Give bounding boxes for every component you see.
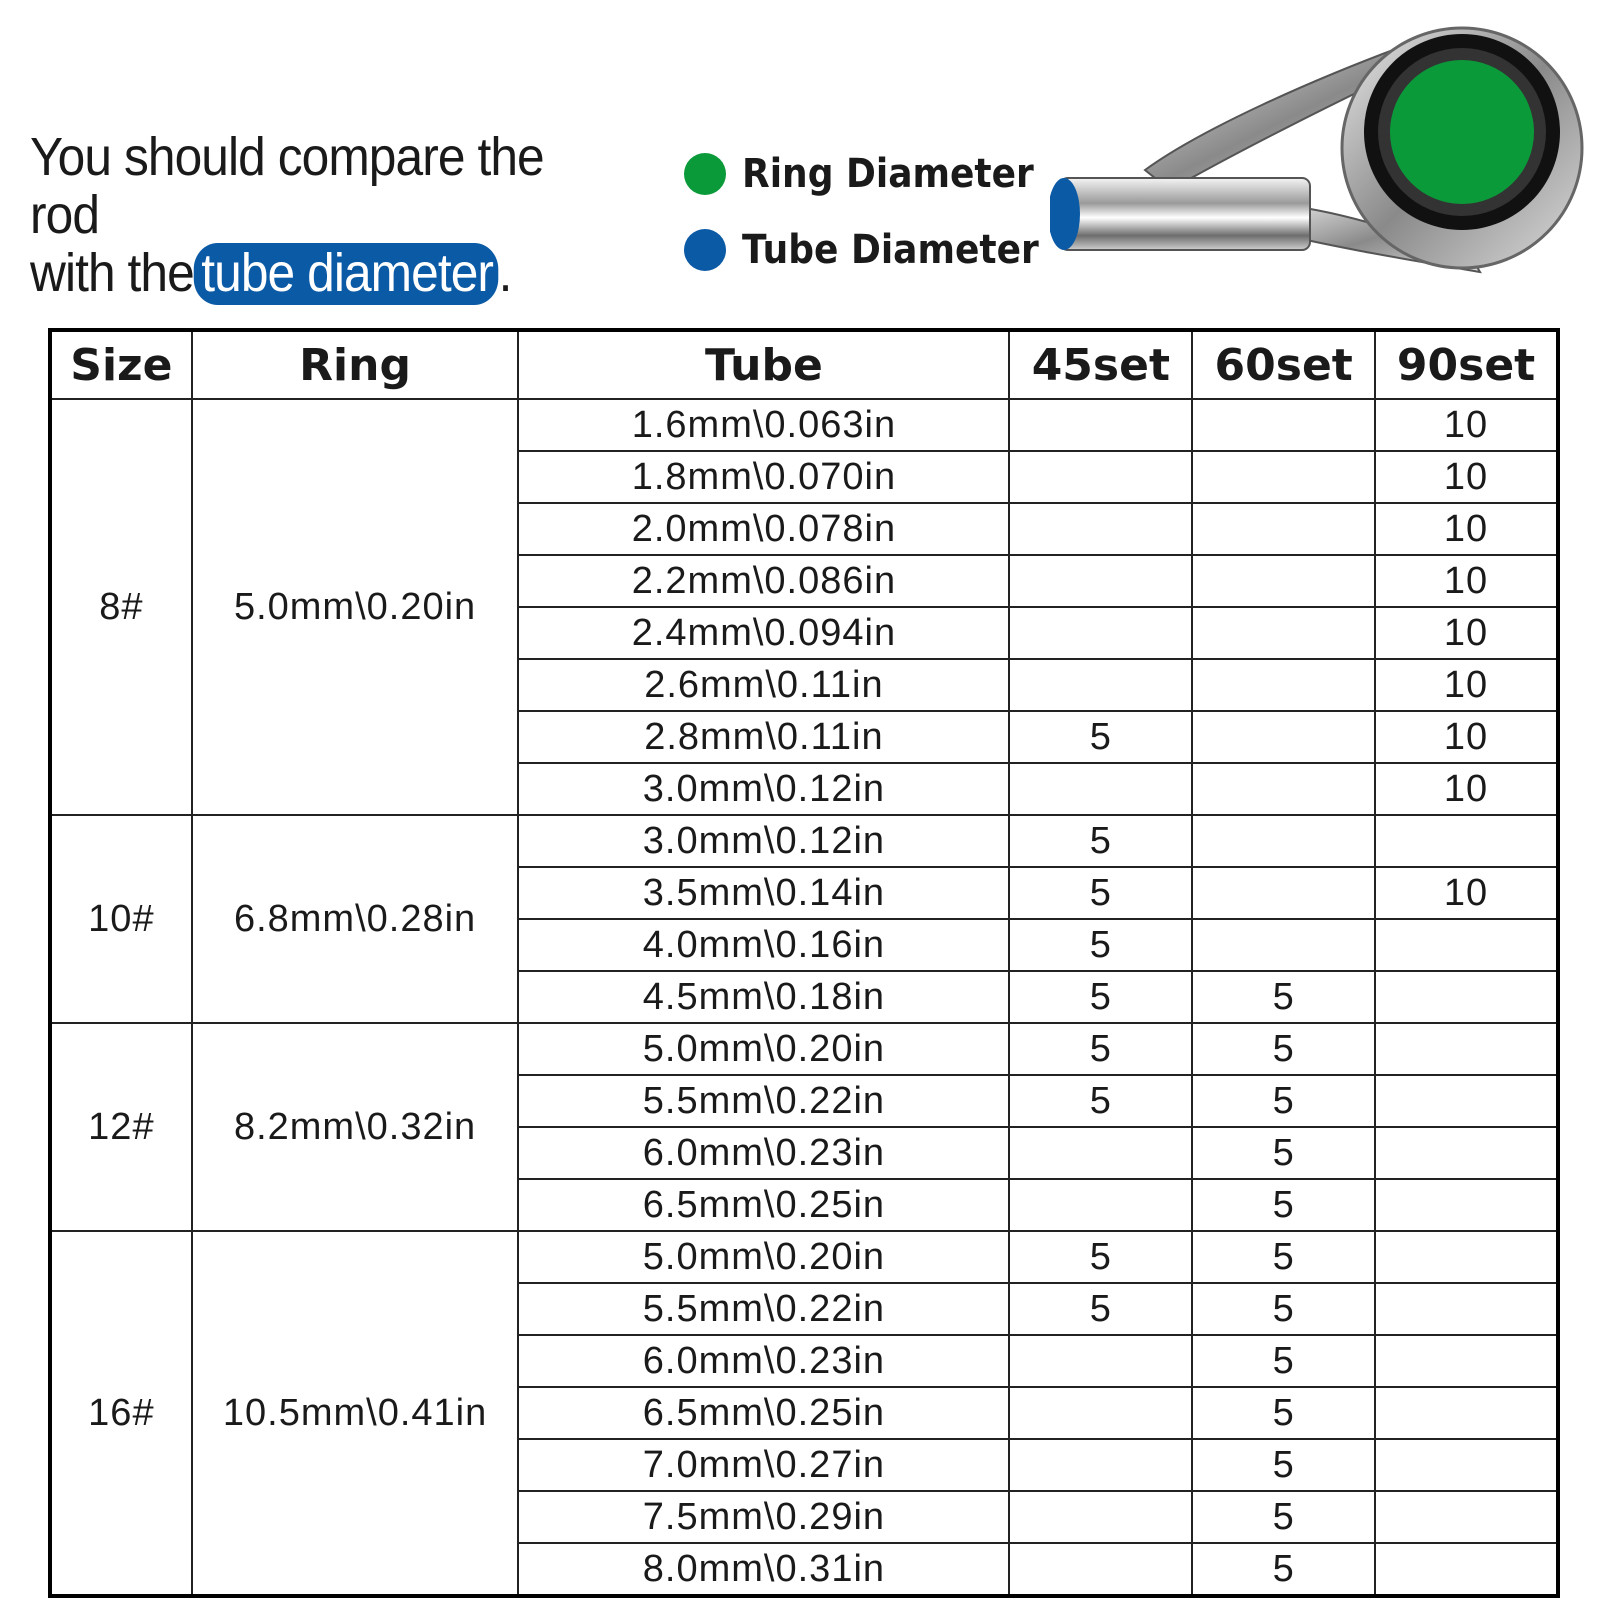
set90-cell: [1375, 1283, 1558, 1335]
set90-cell: 10: [1375, 763, 1558, 815]
set45-cell: 5: [1009, 1283, 1192, 1335]
tube-cell: 2.4mm\0.094in: [518, 607, 1009, 659]
set45-cell: [1009, 1387, 1192, 1439]
set60-cell: 5: [1192, 1543, 1375, 1596]
set90-cell: [1375, 919, 1558, 971]
tube-cell: 2.8mm\0.11in: [518, 711, 1009, 763]
size-table: [48, 328, 1560, 1598]
ring-cell: 5.0mm\0.20in: [192, 399, 519, 815]
set60-cell: [1192, 815, 1375, 867]
ring-cell: 10.5mm\0.41in: [192, 1231, 519, 1596]
tube-cell: 6.0mm\0.23in: [518, 1335, 1009, 1387]
intro-text: [30, 128, 619, 302]
tube-cell: 3.0mm\0.12in: [518, 763, 1009, 815]
tube-cell: 5.0mm\0.20in: [518, 1023, 1009, 1075]
tube-cell: 3.0mm\0.12in: [518, 815, 1009, 867]
set90-cell: [1375, 1075, 1558, 1127]
tube-cell: 6.5mm\0.25in: [518, 1179, 1009, 1231]
size-cell: 10#: [50, 815, 192, 1023]
header-90set: 90set: [1375, 330, 1558, 399]
set90-cell: [1375, 1335, 1558, 1387]
tube-cell: 4.5mm\0.18in: [518, 971, 1009, 1023]
set90-cell: 10: [1375, 399, 1558, 451]
size-cell: 16#: [50, 1231, 192, 1596]
set45-cell: 5: [1009, 971, 1192, 1023]
legend-item-ring: [684, 136, 1072, 212]
tube-cell: 1.8mm\0.070in: [518, 451, 1009, 503]
set60-cell: [1192, 711, 1375, 763]
set90-cell: [1375, 1491, 1558, 1543]
set45-cell: [1009, 451, 1192, 503]
set90-cell: 10: [1375, 451, 1558, 503]
table-row: [50, 815, 1558, 867]
set45-cell: 5: [1009, 919, 1192, 971]
set60-cell: 5: [1192, 1439, 1375, 1491]
set45-cell: [1009, 555, 1192, 607]
header-tube: Tube: [518, 330, 1009, 399]
set60-cell: 5: [1192, 1283, 1375, 1335]
set45-cell: 5: [1009, 1231, 1192, 1283]
ring-cell: 6.8mm\0.28in: [192, 815, 519, 1023]
set45-cell: [1009, 763, 1192, 815]
set90-cell: [1375, 1439, 1558, 1491]
set45-cell: [1009, 1439, 1192, 1491]
intro-line-2: [30, 244, 619, 302]
set90-cell: 10: [1375, 867, 1558, 919]
set90-cell: [1375, 971, 1558, 1023]
set90-cell: 10: [1375, 711, 1558, 763]
set45-cell: [1009, 1335, 1192, 1387]
legend-label-tube: Tube Diameter: [742, 227, 1039, 273]
set90-cell: [1375, 1231, 1558, 1283]
table-body: [50, 399, 1558, 1596]
tube-cell: 6.5mm\0.25in: [518, 1387, 1009, 1439]
set60-cell: 5: [1192, 1179, 1375, 1231]
set45-cell: [1009, 607, 1192, 659]
tube-cell: 5.0mm\0.20in: [518, 1231, 1009, 1283]
set60-cell: [1192, 607, 1375, 659]
tube-cell: 3.5mm\0.14in: [518, 867, 1009, 919]
header-ring: Ring: [192, 330, 519, 399]
set60-cell: 5: [1192, 971, 1375, 1023]
set60-cell: [1192, 919, 1375, 971]
table-row: [50, 1231, 1558, 1283]
set90-cell: [1375, 1127, 1558, 1179]
set60-cell: [1192, 399, 1375, 451]
set60-cell: 5: [1192, 1387, 1375, 1439]
set60-cell: 5: [1192, 1075, 1375, 1127]
set90-cell: 10: [1375, 607, 1558, 659]
intro-suffix: .: [498, 243, 512, 303]
table-row: [50, 399, 1558, 451]
set60-cell: 5: [1192, 1491, 1375, 1543]
set90-cell: 10: [1375, 503, 1558, 555]
tube-cell: 2.2mm\0.086in: [518, 555, 1009, 607]
legend: [684, 136, 1072, 288]
set45-cell: 5: [1009, 1075, 1192, 1127]
set60-cell: [1192, 555, 1375, 607]
size-cell: 12#: [50, 1023, 192, 1231]
set45-cell: [1009, 1491, 1192, 1543]
tube-cell: 8.0mm\0.31in: [518, 1543, 1009, 1596]
set45-cell: 5: [1009, 711, 1192, 763]
tube-cell: 6.0mm\0.23in: [518, 1127, 1009, 1179]
set60-cell: [1192, 867, 1375, 919]
tube-cell: 7.0mm\0.27in: [518, 1439, 1009, 1491]
tube-cell: 2.6mm\0.11in: [518, 659, 1009, 711]
legend-label-ring: Ring Diameter: [742, 151, 1034, 197]
tube-cell: 7.5mm\0.29in: [518, 1491, 1009, 1543]
set60-cell: 5: [1192, 1127, 1375, 1179]
set45-cell: [1009, 1179, 1192, 1231]
tube-dot-icon: [684, 229, 726, 271]
set45-cell: [1009, 659, 1192, 711]
table-header-row: [50, 330, 1558, 399]
size-cell: 8#: [50, 399, 192, 815]
set90-cell: 10: [1375, 555, 1558, 607]
set90-cell: 10: [1375, 659, 1558, 711]
intro-line-1: You should compare the rod: [30, 127, 544, 245]
ring-insert-icon: [1390, 60, 1534, 204]
set60-cell: 5: [1192, 1335, 1375, 1387]
tube-cell: 5.5mm\0.22in: [518, 1283, 1009, 1335]
header-60set: 60set: [1192, 330, 1375, 399]
set60-cell: 5: [1192, 1231, 1375, 1283]
ring-cell: 8.2mm\0.32in: [192, 1023, 519, 1231]
set45-cell: 5: [1009, 815, 1192, 867]
set90-cell: [1375, 1543, 1558, 1596]
set90-cell: [1375, 815, 1558, 867]
tube-cell: 2.0mm\0.078in: [518, 503, 1009, 555]
rod-guide-illustration: [1050, 20, 1590, 300]
set45-cell: [1009, 1127, 1192, 1179]
set60-cell: 5: [1192, 1023, 1375, 1075]
set45-cell: [1009, 503, 1192, 555]
table-row: [50, 1023, 1558, 1075]
set90-cell: [1375, 1387, 1558, 1439]
set60-cell: [1192, 451, 1375, 503]
set45-cell: [1009, 399, 1192, 451]
set60-cell: [1192, 659, 1375, 711]
header-size: Size: [50, 330, 192, 399]
ring-dot-icon: [684, 153, 726, 195]
set90-cell: [1375, 1023, 1558, 1075]
set60-cell: [1192, 503, 1375, 555]
tube-cell: 1.6mm\0.063in: [518, 399, 1009, 451]
tube-diameter-highlight: tube diameter: [194, 243, 499, 305]
set90-cell: [1375, 1179, 1558, 1231]
set45-cell: [1009, 1543, 1192, 1596]
legend-item-tube: [684, 212, 1072, 288]
set45-cell: 5: [1009, 1023, 1192, 1075]
header-45set: 45set: [1009, 330, 1192, 399]
tube-cell: 5.5mm\0.22in: [518, 1075, 1009, 1127]
intro-line-2-prefix: with the: [30, 243, 194, 303]
set45-cell: 5: [1009, 867, 1192, 919]
tube-cell: 4.0mm\0.16in: [518, 919, 1009, 971]
set60-cell: [1192, 763, 1375, 815]
